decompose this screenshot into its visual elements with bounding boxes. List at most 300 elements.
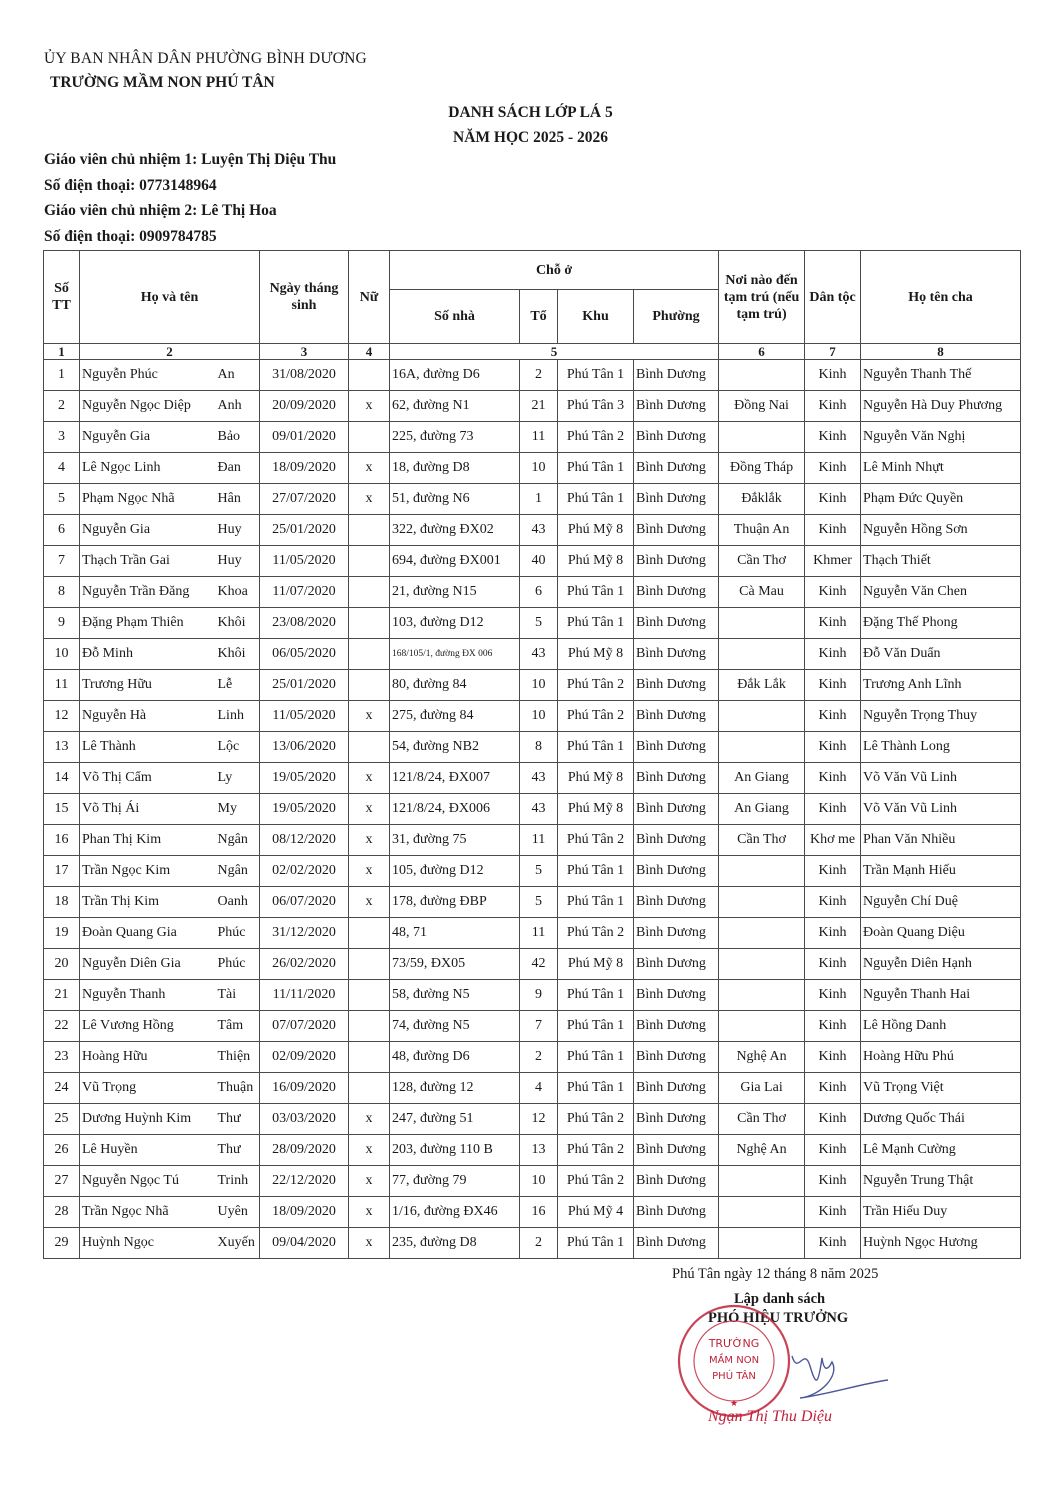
ethnicity: Kinh bbox=[805, 577, 861, 608]
student-last-name: Nguyễn Ngọc Tú bbox=[80, 1166, 216, 1197]
birth-date: 31/12/2020 bbox=[260, 918, 349, 949]
temporary-residence: An Giang bbox=[719, 794, 805, 825]
table-row bbox=[44, 360, 1021, 391]
area-name: Phú Mỹ 8 bbox=[558, 794, 634, 825]
student-last-name: Nguyễn Gia bbox=[80, 515, 216, 546]
temporary-residence: Cần Thơ bbox=[719, 825, 805, 856]
header-name: Họ và tên bbox=[80, 251, 260, 344]
table-row bbox=[44, 856, 1021, 887]
father-name: Võ Văn Vũ Linh bbox=[861, 794, 1021, 825]
temporary-residence bbox=[719, 949, 805, 980]
birth-date: 16/09/2020 bbox=[260, 1073, 349, 1104]
birth-date: 11/11/2020 bbox=[260, 980, 349, 1011]
header-stt: Số TT bbox=[44, 251, 80, 344]
area-name: Phú Tân 2 bbox=[558, 1135, 634, 1166]
house-address: 16A, đường D6 bbox=[390, 360, 520, 391]
svg-text:TRƯỜNG: TRƯỜNG bbox=[708, 1337, 760, 1350]
ward-name: Bình Dương bbox=[634, 763, 719, 794]
ward-name: Bình Dương bbox=[634, 391, 719, 422]
student-last-name: Nguyễn Ngọc Diệp bbox=[80, 391, 216, 422]
area-name: Phú Mỹ 8 bbox=[558, 515, 634, 546]
birth-date: 08/12/2020 bbox=[260, 825, 349, 856]
table-row bbox=[44, 1197, 1021, 1228]
student-last-name: Nguyễn Gia bbox=[80, 422, 216, 453]
student-first-name: Đan bbox=[216, 453, 260, 484]
row-number: 7 bbox=[44, 546, 80, 577]
table-row bbox=[44, 484, 1021, 515]
ethnicity: Kinh bbox=[805, 391, 861, 422]
svg-text:PHÚ TÂN: PHÚ TÂN bbox=[712, 1371, 756, 1382]
female-mark: x bbox=[349, 856, 390, 887]
area-name: Phú Tân 1 bbox=[558, 887, 634, 918]
table-row bbox=[44, 670, 1021, 701]
table-row bbox=[44, 546, 1021, 577]
birth-date: 18/09/2020 bbox=[260, 1197, 349, 1228]
area-name: Phú Tân 2 bbox=[558, 1166, 634, 1197]
area-name: Phú Mỹ 4 bbox=[558, 1197, 634, 1228]
column-number: 7 bbox=[805, 344, 861, 360]
temporary-residence bbox=[719, 887, 805, 918]
female-mark bbox=[349, 1011, 390, 1042]
header-residence: Chỗ ở bbox=[390, 251, 719, 290]
row-number: 14 bbox=[44, 763, 80, 794]
student-last-name: Nguyễn Trần Đăng bbox=[80, 577, 216, 608]
ethnicity: Kinh bbox=[805, 794, 861, 825]
table-row bbox=[44, 887, 1021, 918]
row-number: 24 bbox=[44, 1073, 80, 1104]
ethnicity: Kinh bbox=[805, 1104, 861, 1135]
house-address: 121/8/24, ĐX006 bbox=[390, 794, 520, 825]
birth-date: 26/02/2020 bbox=[260, 949, 349, 980]
student-last-name: Đỗ Minh bbox=[80, 639, 216, 670]
row-number: 28 bbox=[44, 1197, 80, 1228]
birth-date: 23/08/2020 bbox=[260, 608, 349, 639]
house-address: 235, đường D8 bbox=[390, 1228, 520, 1259]
group-number: 40 bbox=[520, 546, 558, 577]
row-number: 10 bbox=[44, 639, 80, 670]
student-first-name: Khoa bbox=[216, 577, 260, 608]
temporary-residence: Thuận An bbox=[719, 515, 805, 546]
table-row bbox=[44, 794, 1021, 825]
area-name: Phú Tân 1 bbox=[558, 360, 634, 391]
ethnicity: Kinh bbox=[805, 515, 861, 546]
student-first-name: My bbox=[216, 794, 260, 825]
ward-name: Bình Dương bbox=[634, 701, 719, 732]
ethnicity: Kinh bbox=[805, 856, 861, 887]
father-name: Nguyễn Hồng Sơn bbox=[861, 515, 1021, 546]
group-number: 10 bbox=[520, 701, 558, 732]
temporary-residence bbox=[719, 732, 805, 763]
birth-date: 25/01/2020 bbox=[260, 515, 349, 546]
house-address: 74, đường N5 bbox=[390, 1011, 520, 1042]
house-address: 1/16, đường ĐX46 bbox=[390, 1197, 520, 1228]
student-last-name: Võ Thị Cẩm bbox=[80, 763, 216, 794]
temporary-residence: Cà Mau bbox=[719, 577, 805, 608]
group-number: 10 bbox=[520, 1166, 558, 1197]
header-group: Tổ bbox=[520, 290, 558, 344]
group-number: 16 bbox=[520, 1197, 558, 1228]
temporary-residence bbox=[719, 1011, 805, 1042]
student-last-name: Dương Huỳnh Kim bbox=[80, 1104, 216, 1135]
row-number: 5 bbox=[44, 484, 80, 515]
area-name: Phú Tân 1 bbox=[558, 608, 634, 639]
student-first-name: Phúc bbox=[216, 918, 260, 949]
ethnicity: Kinh bbox=[805, 1166, 861, 1197]
birth-date: 06/07/2020 bbox=[260, 887, 349, 918]
house-address: 31, đường 75 bbox=[390, 825, 520, 856]
area-name: Phú Tân 1 bbox=[558, 1073, 634, 1104]
temporary-residence bbox=[719, 918, 805, 949]
ward-name: Bình Dương bbox=[634, 639, 719, 670]
father-name: Dương Quốc Thái bbox=[861, 1104, 1021, 1135]
father-name: Lê Mạnh Cường bbox=[861, 1135, 1021, 1166]
ward-name: Bình Dương bbox=[634, 1197, 719, 1228]
group-number: 11 bbox=[520, 918, 558, 949]
house-address: 51, đường N6 bbox=[390, 484, 520, 515]
female-mark bbox=[349, 980, 390, 1011]
house-address: 225, đường 73 bbox=[390, 422, 520, 453]
table-row bbox=[44, 608, 1021, 639]
row-number: 9 bbox=[44, 608, 80, 639]
temporary-residence: Nghệ An bbox=[719, 1042, 805, 1073]
area-name: Phú Tân 2 bbox=[558, 670, 634, 701]
area-name: Phú Tân 3 bbox=[558, 391, 634, 422]
group-number: 5 bbox=[520, 856, 558, 887]
ethnicity: Kinh bbox=[805, 484, 861, 515]
teacher-2: Giáo viên chủ nhiệm 2: Lê Thị Hoa bbox=[44, 202, 277, 219]
class-roster-table bbox=[43, 250, 1021, 1259]
ethnicity: Kinh bbox=[805, 639, 861, 670]
father-name: Nguyễn Trọng Thuy bbox=[861, 701, 1021, 732]
father-name: Nguyễn Hà Duy Phương bbox=[861, 391, 1021, 422]
birth-date: 25/01/2020 bbox=[260, 670, 349, 701]
father-name: Lê Thành Long bbox=[861, 732, 1021, 763]
table-row bbox=[44, 1166, 1021, 1197]
temporary-residence: Đồng Tháp bbox=[719, 453, 805, 484]
house-address: 128, đường 12 bbox=[390, 1073, 520, 1104]
house-address: 21, đường N15 bbox=[390, 577, 520, 608]
group-number: 10 bbox=[520, 453, 558, 484]
teacher-2-phone: Số điện thoại: 0909784785 bbox=[44, 228, 217, 245]
ethnicity: Kinh bbox=[805, 887, 861, 918]
father-name: Nguyễn Văn Nghị bbox=[861, 422, 1021, 453]
group-number: 4 bbox=[520, 1073, 558, 1104]
female-mark bbox=[349, 1042, 390, 1073]
birth-date: 07/07/2020 bbox=[260, 1011, 349, 1042]
female-mark: x bbox=[349, 1104, 390, 1135]
female-mark bbox=[349, 577, 390, 608]
student-first-name: Bảo bbox=[216, 422, 260, 453]
student-last-name: Hoàng Hữu bbox=[80, 1042, 216, 1073]
ethnicity: Khơ me bbox=[805, 825, 861, 856]
row-number: 4 bbox=[44, 453, 80, 484]
column-number: 5 bbox=[390, 344, 719, 360]
area-name: Phú Tân 1 bbox=[558, 453, 634, 484]
student-first-name: Hân bbox=[216, 484, 260, 515]
birth-date: 20/09/2020 bbox=[260, 391, 349, 422]
ethnicity: Kinh bbox=[805, 1011, 861, 1042]
row-number: 1 bbox=[44, 360, 80, 391]
table-row bbox=[44, 1135, 1021, 1166]
father-name: Đoàn Quang Diệu bbox=[861, 918, 1021, 949]
area-name: Phú Tân 2 bbox=[558, 918, 634, 949]
birth-date: 02/02/2020 bbox=[260, 856, 349, 887]
area-name: Phú Tân 1 bbox=[558, 980, 634, 1011]
ethnicity: Kinh bbox=[805, 1042, 861, 1073]
father-name: Nguyễn Chí Duệ bbox=[861, 887, 1021, 918]
temporary-residence: Cần Thơ bbox=[719, 1104, 805, 1135]
group-number: 9 bbox=[520, 980, 558, 1011]
father-name: Trương Anh Lĩnh bbox=[861, 670, 1021, 701]
temporary-residence: Đắklắk bbox=[719, 484, 805, 515]
ward-name: Bình Dương bbox=[634, 825, 719, 856]
father-name: Nguyễn Diên Hạnh bbox=[861, 949, 1021, 980]
ward-name: Bình Dương bbox=[634, 1135, 719, 1166]
house-address: 322, đường ĐX02 bbox=[390, 515, 520, 546]
ethnicity: Kinh bbox=[805, 670, 861, 701]
birth-date: 11/05/2020 bbox=[260, 701, 349, 732]
female-mark bbox=[349, 608, 390, 639]
female-mark: x bbox=[349, 453, 390, 484]
group-number: 7 bbox=[520, 1011, 558, 1042]
column-number: 6 bbox=[719, 344, 805, 360]
temporary-residence bbox=[719, 1228, 805, 1259]
table-row bbox=[44, 949, 1021, 980]
temporary-residence: Gia Lai bbox=[719, 1073, 805, 1104]
birth-date: 19/05/2020 bbox=[260, 763, 349, 794]
student-last-name: Nguyễn Hà bbox=[80, 701, 216, 732]
group-number: 43 bbox=[520, 639, 558, 670]
table-row bbox=[44, 639, 1021, 670]
area-name: Phú Tân 1 bbox=[558, 484, 634, 515]
female-mark: x bbox=[349, 825, 390, 856]
female-mark: x bbox=[349, 1135, 390, 1166]
area-name: Phú Tân 1 bbox=[558, 732, 634, 763]
female-mark: x bbox=[349, 484, 390, 515]
header-ward: Phường bbox=[634, 290, 719, 344]
female-mark bbox=[349, 949, 390, 980]
student-first-name: Huy bbox=[216, 515, 260, 546]
prepared-by-label: Lập danh sách bbox=[734, 1291, 826, 1307]
student-first-name: An bbox=[216, 360, 260, 391]
temporary-residence bbox=[719, 639, 805, 670]
ward-name: Bình Dương bbox=[634, 453, 719, 484]
student-first-name: Khôi bbox=[216, 608, 260, 639]
header-temporary: Nơi nào đến tạm trú (nếu tạm trú) bbox=[719, 251, 805, 344]
table-row bbox=[44, 701, 1021, 732]
birth-date: 28/09/2020 bbox=[260, 1135, 349, 1166]
father-name: Hoàng Hữu Phú bbox=[861, 1042, 1021, 1073]
ward-name: Bình Dương bbox=[634, 608, 719, 639]
header-ethnicity: Dân tộc bbox=[805, 251, 861, 344]
ward-name: Bình Dương bbox=[634, 1166, 719, 1197]
student-first-name: Huy bbox=[216, 546, 260, 577]
student-last-name: Trần Thị Kim bbox=[80, 887, 216, 918]
temporary-residence bbox=[719, 360, 805, 391]
birth-date: 11/05/2020 bbox=[260, 546, 349, 577]
row-number: 2 bbox=[44, 391, 80, 422]
birth-date: 06/05/2020 bbox=[260, 639, 349, 670]
ward-name: Bình Dương bbox=[634, 794, 719, 825]
student-last-name: Nguyễn Diên Gia bbox=[80, 949, 216, 980]
ethnicity: Kinh bbox=[805, 1197, 861, 1228]
ward-name: Bình Dương bbox=[634, 1228, 719, 1259]
signer-name: Ngạn Thị Thu Diệu bbox=[708, 1408, 833, 1425]
birth-date: 31/08/2020 bbox=[260, 360, 349, 391]
date-line: Phú Tân ngày 12 tháng 8 năm 2025 bbox=[672, 1266, 879, 1282]
row-number: 11 bbox=[44, 670, 80, 701]
row-number: 25 bbox=[44, 1104, 80, 1135]
row-number: 12 bbox=[44, 701, 80, 732]
column-number: 3 bbox=[260, 344, 349, 360]
house-address: 694, đường ĐX001 bbox=[390, 546, 520, 577]
row-number: 23 bbox=[44, 1042, 80, 1073]
birth-date: 02/09/2020 bbox=[260, 1042, 349, 1073]
row-number: 15 bbox=[44, 794, 80, 825]
female-mark bbox=[349, 732, 390, 763]
table-row bbox=[44, 918, 1021, 949]
house-address: 18, đường D8 bbox=[390, 453, 520, 484]
ward-name: Bình Dương bbox=[634, 577, 719, 608]
female-mark: x bbox=[349, 794, 390, 825]
father-name: Lê Hồng Danh bbox=[861, 1011, 1021, 1042]
father-name: Đỗ Văn Duẩn bbox=[861, 639, 1021, 670]
table-row bbox=[44, 980, 1021, 1011]
female-mark: x bbox=[349, 391, 390, 422]
student-first-name: Oanh bbox=[216, 887, 260, 918]
student-last-name: Trần Ngọc Nhã bbox=[80, 1197, 216, 1228]
temporary-residence: Đắk Lắk bbox=[719, 670, 805, 701]
father-name: Thạch Thiết bbox=[861, 546, 1021, 577]
group-number: 43 bbox=[520, 794, 558, 825]
row-number: 19 bbox=[44, 918, 80, 949]
row-number: 6 bbox=[44, 515, 80, 546]
row-number: 21 bbox=[44, 980, 80, 1011]
student-last-name: Lê Ngọc Linh bbox=[80, 453, 216, 484]
temporary-residence bbox=[719, 608, 805, 639]
ward-name: Bình Dương bbox=[634, 1042, 719, 1073]
area-name: Phú Tân 1 bbox=[558, 856, 634, 887]
area-name: Phú Mỹ 8 bbox=[558, 949, 634, 980]
house-address: 121/8/24, ĐX007 bbox=[390, 763, 520, 794]
ethnicity: Kinh bbox=[805, 360, 861, 391]
ethnicity: Kinh bbox=[805, 1073, 861, 1104]
table-row bbox=[44, 1042, 1021, 1073]
father-name: Võ Văn Vũ Linh bbox=[861, 763, 1021, 794]
ward-name: Bình Dương bbox=[634, 1104, 719, 1135]
house-address: 168/105/1, đường ĐX 006 bbox=[390, 639, 520, 670]
house-address: 103, đường D12 bbox=[390, 608, 520, 639]
father-name: Huỳnh Ngọc Hương bbox=[861, 1228, 1021, 1259]
house-address: 73/59, ĐX05 bbox=[390, 949, 520, 980]
table-row bbox=[44, 577, 1021, 608]
temporary-residence bbox=[719, 1197, 805, 1228]
group-number: 12 bbox=[520, 1104, 558, 1135]
student-last-name: Lê Vương Hồng bbox=[80, 1011, 216, 1042]
house-address: 247, đường 51 bbox=[390, 1104, 520, 1135]
student-last-name: Phan Thị Kim bbox=[80, 825, 216, 856]
birth-date: 11/07/2020 bbox=[260, 577, 349, 608]
house-address: 203, đường 110 B bbox=[390, 1135, 520, 1166]
house-address: 105, đường D12 bbox=[390, 856, 520, 887]
student-last-name: Lê Huyền bbox=[80, 1135, 216, 1166]
ward-name: Bình Dương bbox=[634, 856, 719, 887]
row-number: 16 bbox=[44, 825, 80, 856]
header-area: Khu bbox=[558, 290, 634, 344]
house-address: 178, đường ĐBP bbox=[390, 887, 520, 918]
ward-name: Bình Dương bbox=[634, 484, 719, 515]
student-first-name: Tài bbox=[216, 980, 260, 1011]
house-address: 80, đường 84 bbox=[390, 670, 520, 701]
ward-name: Bình Dương bbox=[634, 515, 719, 546]
ethnicity: Kinh bbox=[805, 763, 861, 794]
row-number: 27 bbox=[44, 1166, 80, 1197]
house-address: 58, đường N5 bbox=[390, 980, 520, 1011]
group-number: 11 bbox=[520, 825, 558, 856]
row-number: 3 bbox=[44, 422, 80, 453]
area-name: Phú Mỹ 8 bbox=[558, 546, 634, 577]
student-last-name: Đặng Phạm Thiên bbox=[80, 608, 216, 639]
table-row bbox=[44, 1073, 1021, 1104]
row-number: 13 bbox=[44, 732, 80, 763]
group-number: 43 bbox=[520, 763, 558, 794]
female-mark: x bbox=[349, 1228, 390, 1259]
student-first-name: Thư bbox=[216, 1104, 260, 1135]
house-address: 77, đường 79 bbox=[390, 1166, 520, 1197]
group-number: 21 bbox=[520, 391, 558, 422]
group-number: 43 bbox=[520, 515, 558, 546]
temporary-residence bbox=[719, 701, 805, 732]
area-name: Phú Mỹ 8 bbox=[558, 763, 634, 794]
female-mark: x bbox=[349, 1166, 390, 1197]
female-mark bbox=[349, 639, 390, 670]
ethnicity: Kinh bbox=[805, 1135, 861, 1166]
female-mark bbox=[349, 360, 390, 391]
row-number: 18 bbox=[44, 887, 80, 918]
student-first-name: Xuyến bbox=[216, 1228, 260, 1259]
group-number: 42 bbox=[520, 949, 558, 980]
group-number: 2 bbox=[520, 360, 558, 391]
ethnicity: Kinh bbox=[805, 949, 861, 980]
group-number: 2 bbox=[520, 1228, 558, 1259]
house-address: 54, đường NB2 bbox=[390, 732, 520, 763]
house-address: 62, đường N1 bbox=[390, 391, 520, 422]
temporary-residence bbox=[719, 980, 805, 1011]
header-father: Họ tên cha bbox=[861, 251, 1021, 344]
table-row bbox=[44, 732, 1021, 763]
student-first-name: Lễ bbox=[216, 670, 260, 701]
female-mark bbox=[349, 918, 390, 949]
area-name: Phú Tân 1 bbox=[558, 577, 634, 608]
table-row bbox=[44, 1104, 1021, 1135]
group-number: 8 bbox=[520, 732, 558, 763]
table-row bbox=[44, 391, 1021, 422]
table-row bbox=[44, 825, 1021, 856]
row-number: 17 bbox=[44, 856, 80, 887]
student-first-name: Trinh bbox=[216, 1166, 260, 1197]
birth-date: 09/04/2020 bbox=[260, 1228, 349, 1259]
father-name: Đặng Thế Phong bbox=[861, 608, 1021, 639]
area-name: Phú Tân 2 bbox=[558, 701, 634, 732]
house-address: 48, đường D6 bbox=[390, 1042, 520, 1073]
birth-date: 09/01/2020 bbox=[260, 422, 349, 453]
ethnicity: Kinh bbox=[805, 608, 861, 639]
student-last-name: Nguyễn Thanh bbox=[80, 980, 216, 1011]
row-number: 29 bbox=[44, 1228, 80, 1259]
area-name: Phú Tân 1 bbox=[558, 1228, 634, 1259]
teacher-1: Giáo viên chủ nhiệm 1: Luyện Thị Diệu Thu bbox=[44, 151, 337, 168]
female-mark: x bbox=[349, 701, 390, 732]
